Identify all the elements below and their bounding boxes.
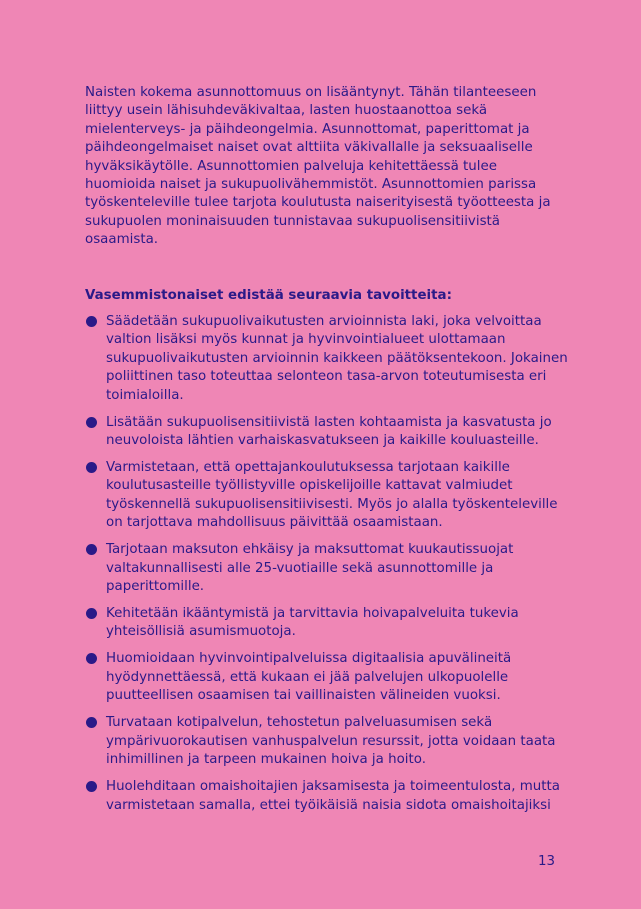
- list-item-text: Turvataan kotipalvelun, tehostetun palveluasumisen sekä ympärivuorokautisen vanhuspalvelun resurssit, jotta voidaan taata inhimillinen ja tarpeen mukainen hoiva ja hoito.: [106, 715, 556, 768]
- bullet-dot-icon: [86, 717, 97, 728]
- list-item-text: Kehitetään ikääntymistä ja tarvittavia hoivapalveluita tukevia yhteisöllisiä asumismuotoja.: [106, 606, 519, 640]
- bullet-dot-icon: [86, 608, 97, 619]
- bullet-dot-icon: [86, 544, 97, 555]
- bullet-dot-icon: [86, 417, 97, 428]
- list-item-text: Huomioidaan hyvinvointipalveluissa digitaalisia apuvälineitä hyödynnettäessä, että kukaan ei jää palvelujen ulkopuolelle puutteellisen osaamisen tai vaillinaisten välineiden vuoksi.: [106, 651, 512, 704]
- list-item-text: Säädetään sukupuolivaikutusten arvioinnista laki, joka velvoittaa valtion lisäksi myös kunnat ja hyvinvointialueet ulottamaan sukupuolivaikutusten arvioinnin kaikkeen päätöksentekoon. Jokainen poliittinen taso toteuttaa selonteon tasa-arvon toteutumisesta eri toimialoilla.: [106, 314, 568, 403]
- list-item: [85, 414, 575, 451]
- list-item-text: Tarjotaan maksuton ehkäisy ja maksuttomat kuukautissuojat valtakunnallisesti alle 25-vuotiaille sekä asunnottomille ja paperittomille.: [106, 542, 514, 595]
- list-item-text: Varmistetaan, että opettajankoulutuksessa tarjotaan kaikille koulutusasteille työllistyville opiskelijoille kattavat valmiudet työskennellä sukupuolisensitiivisesti. Myös jo alalla työskenteleville on tarjottava mahdollisuus päivittää osaamistaan.: [106, 460, 558, 531]
- intro-paragraph: Naisten kokema asunnottomuus on lisääntynyt. Tähän tilanteeseen liittyy usein lähisuhdeväkivaltaa, lasten huostaanottoa sekä mielenterveys- ja päihdeongelmia. Asunnottomat, paperittomat ja päihdeongelmaiset naiset ovat alttiita väkivallalle ja seksuaaliselle hyväksikäytölle. Asunnottomien palveluja kehitettäessä tulee huomioida naiset ja sukupuolivähemmistöt. Asunnottomien parissa työskenteleville tulee tarjota koulutusta naiserityisestä työotteesta ja sukupuolen moninaisuuden tunnistavaa sukupuolisensitiivistä osaamista.: [85, 85, 551, 248]
- list-item: [85, 714, 575, 769]
- list-item: [85, 605, 575, 642]
- list-item-text: Lisätään sukupuolisensitiivistä lasten kohtaamista ja kasvatusta jo neuvoloista lähtien varhaiskasvatukseen ja kaikille kouluasteille.: [106, 414, 552, 449]
- bullet-dot-icon: [86, 462, 97, 473]
- list-item: [85, 313, 575, 405]
- list-item: [85, 541, 575, 596]
- goals-list: [85, 313, 575, 824]
- goals-heading: Vasemmistonaiset edistää seuraavia tavoitteita:: [85, 288, 452, 303]
- list-item: [85, 650, 575, 705]
- bullet-dot-icon: [86, 653, 97, 664]
- list-item: [85, 459, 575, 533]
- list-item-text: Huolehditaan omaishoitajien jaksamisesta ja toimeentulosta, mutta varmistetaan samalla, ettei työikäisiä naisia sidota omaishoitajiksi: [106, 779, 560, 813]
- bullet-dot-icon: [86, 316, 97, 327]
- list-item: [85, 778, 575, 815]
- page-number: 13: [538, 854, 556, 869]
- bullet-dot-icon: [86, 781, 97, 792]
